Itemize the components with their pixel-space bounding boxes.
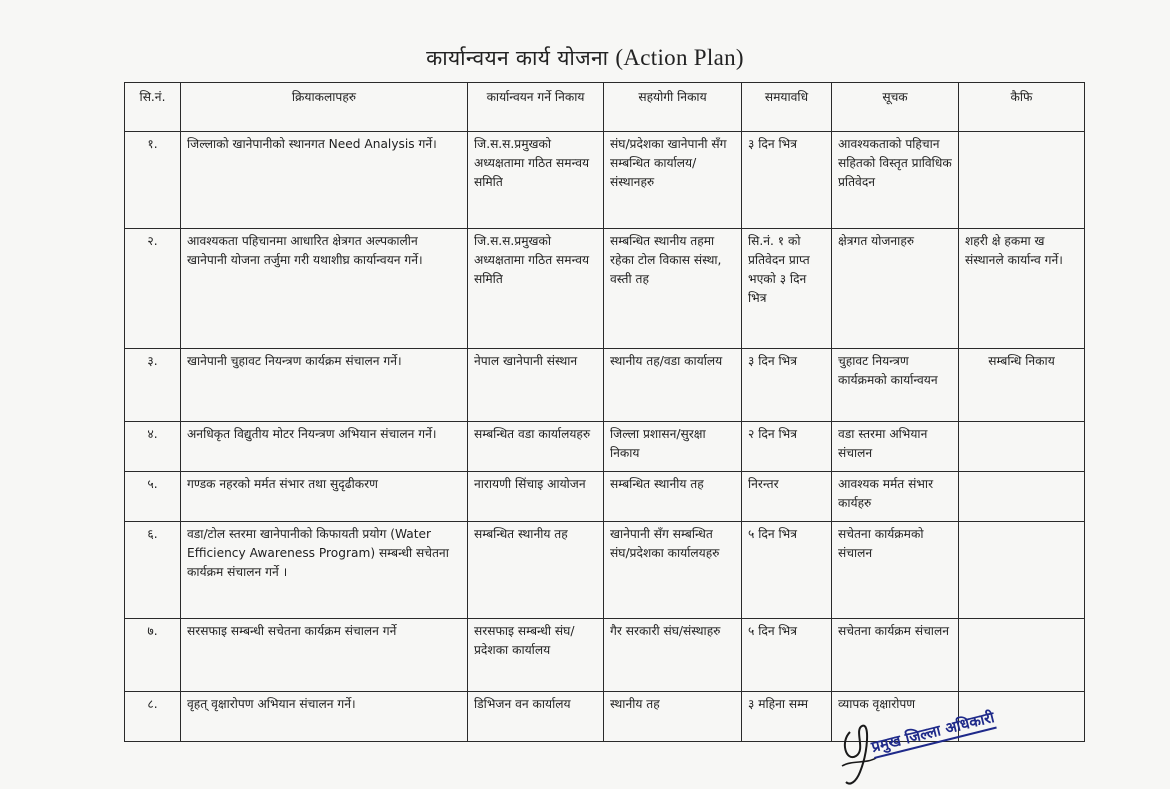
cell-duration: निरन्तर [742,472,832,522]
cell-implementer: सम्बन्धित वडा कार्यालयहरु [468,422,604,472]
table-row [125,472,1085,522]
header-support: सहयोगी निकाय [604,83,742,132]
title-english: (Action Plan) [615,45,744,70]
cell-support: संघ/प्रदेशका खानेपानी सँग सम्बन्धित कार्यालय/संस्थानहरु [604,132,742,229]
cell-implementer: डिभिजन वन कार्यालय [468,692,604,742]
cell-support: स्थानीय तह [604,692,742,742]
cell-activity: आवश्यकता पहिचानमा आधारित क्षेत्रगत अल्पकालीन खानेपानी योजना तर्जुमा गरी यथाशीघ्र कार्यान्वयन गर्ने। [181,229,468,349]
header-implementer: कार्यान्वयन गर्ने निकाय [468,83,604,132]
cell-duration: ३ दिन भित्र [742,349,832,422]
cell-implementer: सरसफाइ सम्बन्धी संघ/प्रदेशका कार्यालय [468,619,604,692]
cell-implementer: नारायणी सिंचाइ आयोजन [468,472,604,522]
cell-serial: ८. [125,692,181,742]
cell-indicator: वडा स्तरमा अभियान संचालन [832,422,959,472]
cell-remarks [959,422,1085,472]
cell-support: खानेपानी सँग सम्बन्धित संघ/प्रदेशका कार्यालयहरु [604,522,742,619]
official-stamp: प्रमुख जिल्ला अधिकारी [869,707,997,759]
cell-indicator: चुहावट नियन्त्रण कार्यक्रमको कार्यान्वयन [832,349,959,422]
cell-duration: सि.नं. १ को प्रतिवेदन प्राप्त भएको ३ दिन भित्र [742,229,832,349]
cell-serial: ४. [125,422,181,472]
action-plan-table [124,82,1085,742]
table-row [125,349,1085,422]
cell-implementer: नेपाल खानेपानी संस्थान [468,349,604,422]
cell-support: गैर सरकारी संघ/संस्थाहरु [604,619,742,692]
cell-support: सम्बन्धित स्थानीय तहमा रहेका टोल विकास संस्था, वस्ती तह [604,229,742,349]
table-header-row [125,83,1085,132]
cell-activity: अनधिकृत विद्युतीय मोटर नियन्त्रण अभियान संचालन गर्ने। [181,422,468,472]
table-row [125,229,1085,349]
cell-duration: ३ दिन भित्र [742,132,832,229]
cell-remarks: शहरी क्षे हकमा ख संस्थानले कार्यान्व गर्ने। [959,229,1085,349]
cell-duration: ३ महिना सम्म [742,692,832,742]
cell-activity: खानेपानी चुहावट नियन्त्रण कार्यक्रम संचालन गर्ने। [181,349,468,422]
cell-indicator: व्यापक वृक्षारोपण [832,692,959,742]
cell-duration: ५ दिन भित्र [742,619,832,692]
table-row [125,619,1085,692]
cell-remarks [959,472,1085,522]
header-duration: समयावधि [742,83,832,132]
document-title [0,44,1170,72]
header-remarks: कैफि [959,83,1085,132]
cell-activity: वडा/टोल स्तरमा खानेपानीको किफायती प्रयोग (Water Efficiency Awareness Program) सम्बन्धी सचेतना कार्यक्रम संचालन गर्ने । [181,522,468,619]
table-row [125,422,1085,472]
cell-activity: गण्डक नहरको मर्मत संभार तथा सुदृढीकरण [181,472,468,522]
cell-serial: ६. [125,522,181,619]
cell-activity: वृहत् वृक्षारोपण अभियान संचालन गर्ने। [181,692,468,742]
cell-indicator: सचेतना कार्यक्रम संचालन [832,619,959,692]
cell-serial: ७. [125,619,181,692]
cell-indicator: आवश्यक मर्मत संभार कार्यहरु [832,472,959,522]
cell-support: सम्बन्धित स्थानीय तह [604,472,742,522]
cell-remarks [959,132,1085,229]
cell-activity: जिल्लाको खानेपानीको स्थानगत Need Analysis गर्ने। [181,132,468,229]
cell-implementer: जि.स.स.प्रमुखको अध्यक्षतामा गठित समन्वय समिति [468,229,604,349]
table-row [125,132,1085,229]
cell-remarks [959,522,1085,619]
cell-activity: सरसफाइ सम्बन्धी सचेतना कार्यक्रम संचालन गर्ने [181,619,468,692]
cell-remarks: सम्बन्धि निकाय [959,349,1085,422]
cell-support: जिल्ला प्रशासन/सुरक्षा निकाय [604,422,742,472]
cell-indicator: क्षेत्रगत योजनाहरु [832,229,959,349]
cell-serial: ३. [125,349,181,422]
cell-duration: २ दिन भित्र [742,422,832,472]
cell-implementer: सम्बन्धित स्थानीय तह [468,522,604,619]
cell-indicator: सचेतना कार्यक्रमको संचालन [832,522,959,619]
cell-duration: ५ दिन भित्र [742,522,832,619]
cell-support: स्थानीय तह/वडा कार्यालय [604,349,742,422]
table-row [125,522,1085,619]
header-serial: सि.नं. [125,83,181,132]
cell-implementer: जि.स.स.प्रमुखको अध्यक्षतामा गठित समन्वय समिति [468,132,604,229]
cell-serial: २. [125,229,181,349]
header-indicator: सूचक [832,83,959,132]
cell-serial: १. [125,132,181,229]
cell-remarks [959,619,1085,692]
header-activities: क्रियाकलापहरु [181,83,468,132]
cell-indicator: आवश्यकताको पहिचान सहितको विस्तृत प्राविधिक प्रतिवेदन [832,132,959,229]
title-nepali: कार्यान्वयन कार्य योजना [426,46,609,70]
cell-serial: ५. [125,472,181,522]
